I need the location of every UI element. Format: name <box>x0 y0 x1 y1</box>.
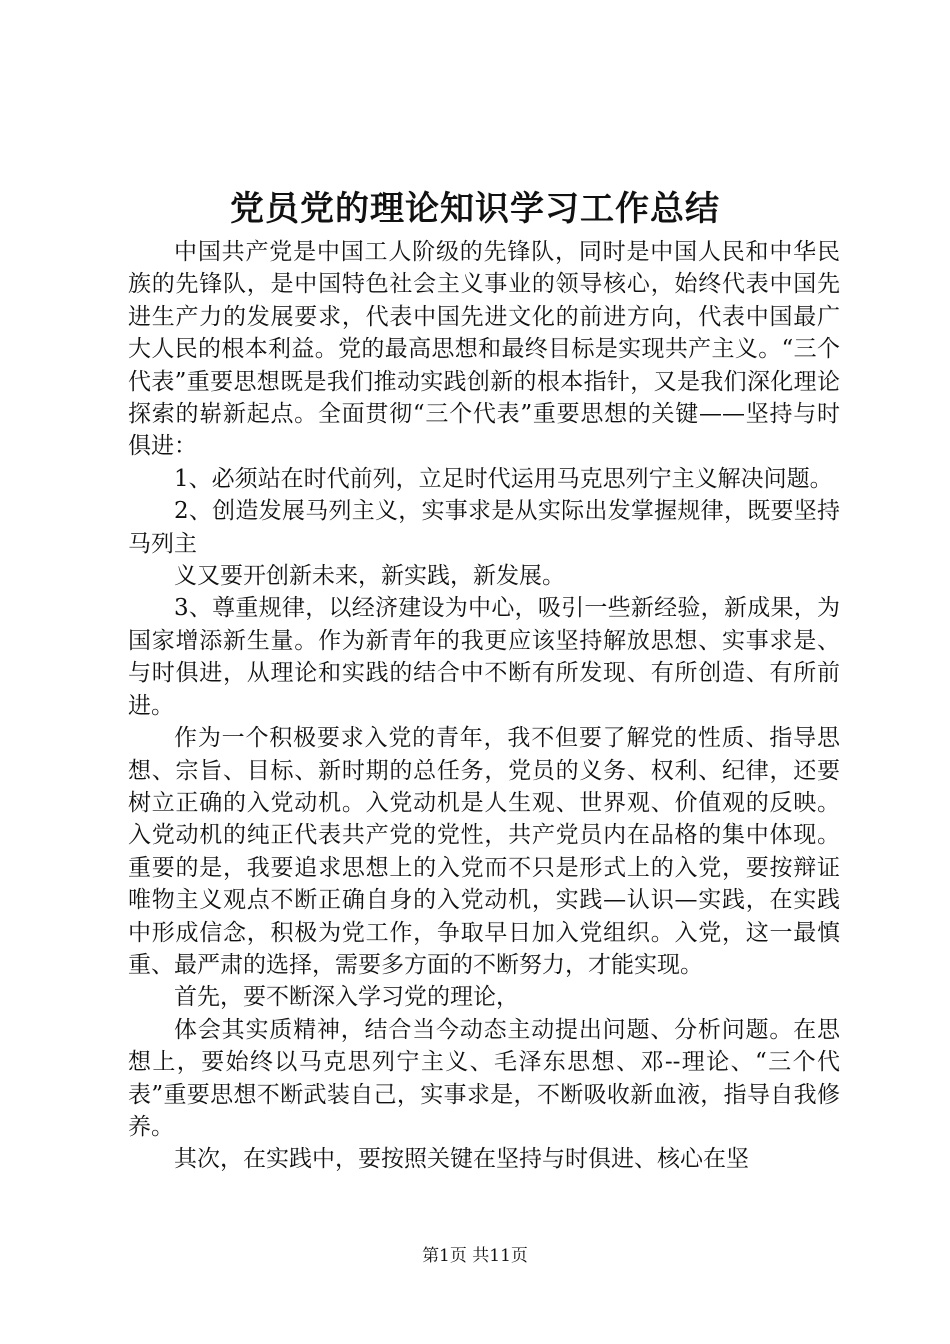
document-title: 党员党的理论知识学习工作总结 <box>230 189 720 229</box>
paragraph-motivation: 作为一个积极要求入党的青年，我不但要了解党的性质、指导思想、宗旨、目标、新时期的总任务，党员的义务、权利、纪律，还要树立正确的入党动机。入党动机是人生观、世界观、价值观的反映。入党动机的纯正代表共产党的党性，共产党员内在品格的集中体现。重要的是，我要追求思想上的入党而不只是形式上的入党，要按辩证唯物主义观点不断正确自身的入党动机，实践—认识—实践，在实践中形成信念，积极为党工作，争取早日加入党组织。入党，这一最慎重、最严肃的选择，需要多方面的不断努力，才能实现。 <box>128 725 840 978</box>
list-item-3: 3、尊重规律，以经济建设为中心，吸引一些新经验，新成果，为国家增添新生量。作为新青年的我更应该坚持解放思想、实事求是、与时俱进，从理论和实践的结合中不断有所发现、有所创造、有所前进。 <box>128 595 840 719</box>
paragraph-first: 首先，要不断深入学习党的理论， <box>174 984 519 1011</box>
list-item-2-continuation: 义又要开创新未来，新实践，新发展。 <box>174 563 565 590</box>
page-number: 第1页 共11页 <box>422 1246 528 1266</box>
list-item-1: 1、必须站在时代前列，立足时代运用马克思列宁主义解决问题。 <box>174 465 833 492</box>
paragraph-intro: 中国共产党是中国工人阶级的先锋队，同时是中国人民和中华民族的先锋队，是中国特色社会主义事业的领导核心，始终代表中国先进生产力的发展要求，代表中国先进文化的前进方向，代表中国最广大人民的根本利益。党的最高思想和最终目标是实现共产主义。“三个代表”重要思想既是我们推动实践创新的根本指针，又是我们深化理论探索的崭新起点。全面贯彻“三个代表”重要思想的关键——坚持与时俱进： <box>128 239 840 460</box>
list-item-2: 2、创造发展马列主义，实事求是从实际出发掌握规律，既要坚持马列主 <box>128 498 840 557</box>
paragraph-second: 其次，在实践中，要按照关键在坚持与时俱进、核心在坚 <box>174 1146 749 1173</box>
document-body <box>128 236 840 1176</box>
paragraph-first-detail: 体会其实质精神，结合当今动态主动提出问题、分析问题。在思想上，要始终以马克思列宁主义、毛泽东思想、邓--理论、“三个代表”重要思想不断武装自己，实事求是，不断吸收新血液，指导自我修养。 <box>128 1016 840 1140</box>
